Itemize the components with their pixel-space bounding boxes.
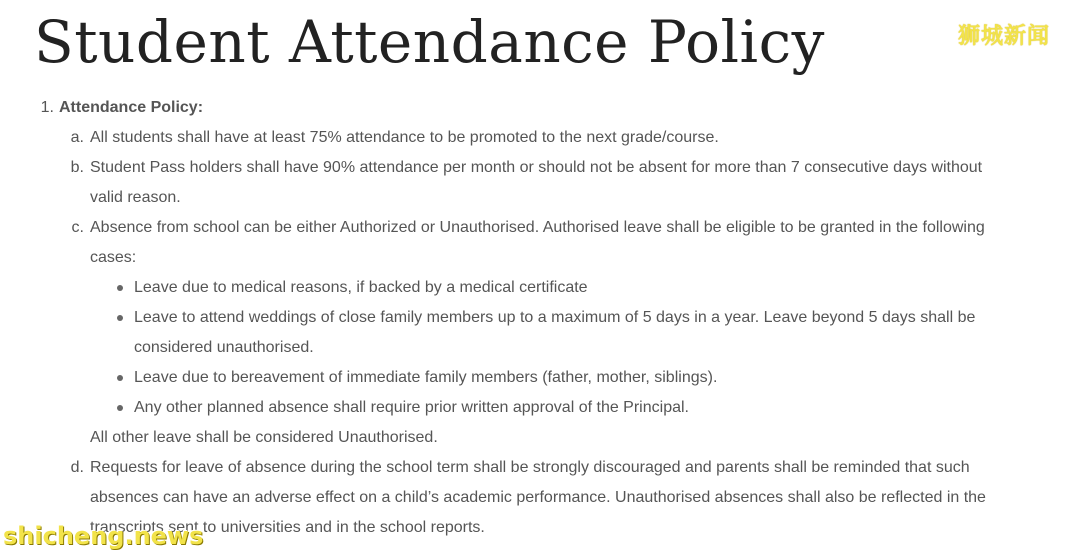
page-title: Student Attendance Policy: [34, 8, 825, 76]
bullet-2-line-2: considered unauthorised.: [134, 339, 314, 356]
item-marker-d: d.: [70, 459, 84, 476]
item-c-line-1: Absence from school can be either Authorized or Unauthorised. Authorised leave shall be eligible to be granted in the following: [90, 219, 985, 236]
item-b-line-1: Student Pass holders shall have 90% attendance per month or should not be absent for more than 7 consecutive days without: [90, 159, 983, 176]
list-number: 1.: [40, 99, 54, 116]
item-d-line-2: absences can have an adverse effect on a child’s academic performance. Unauthorised absences shall also be reflected in the: [90, 489, 986, 506]
bullet-3-line-1: Leave due to bereavement of immediate family members (father, mother, siblings).: [134, 369, 718, 386]
section-heading: Attendance Policy:: [59, 99, 204, 116]
bullet-icon: [117, 375, 123, 381]
item-b-line-2: valid reason.: [90, 189, 181, 206]
bullet-4-line-1: Any other planned absence shall require prior written approval of the Principal.: [134, 399, 689, 416]
bullet-2-line-1: Leave to attend weddings of close family members up to a maximum of 5 days in a year. Leave beyond 5 days shall be: [134, 309, 976, 326]
bullet-icon: [117, 405, 123, 411]
item-c-after: All other leave shall be considered Unauthorised.: [90, 429, 438, 446]
bullet-1-line-1: Leave due to medical reasons, if backed by a medical certificate: [134, 279, 588, 296]
watermark-chinese: 狮城新闻: [958, 24, 1051, 49]
bullet-icon: [117, 315, 123, 321]
bullet-icon: [117, 285, 123, 291]
watermark-site: shicheng.news: [3, 522, 204, 550]
item-marker-b: b.: [70, 159, 84, 176]
item-d-line-1: Requests for leave of absence during the school term shall be strongly discouraged and parents shall be reminded that such: [90, 459, 970, 476]
item-d-line-3: transcripts sent to universities and in the school reports.: [90, 519, 485, 536]
item-c-line-2: cases:: [90, 249, 137, 266]
item-marker-c: c.: [71, 219, 84, 236]
item-marker-a: a.: [70, 129, 84, 146]
item-a-line-1: All students shall have at least 75% attendance to be promoted to the next grade/course.: [90, 129, 719, 146]
